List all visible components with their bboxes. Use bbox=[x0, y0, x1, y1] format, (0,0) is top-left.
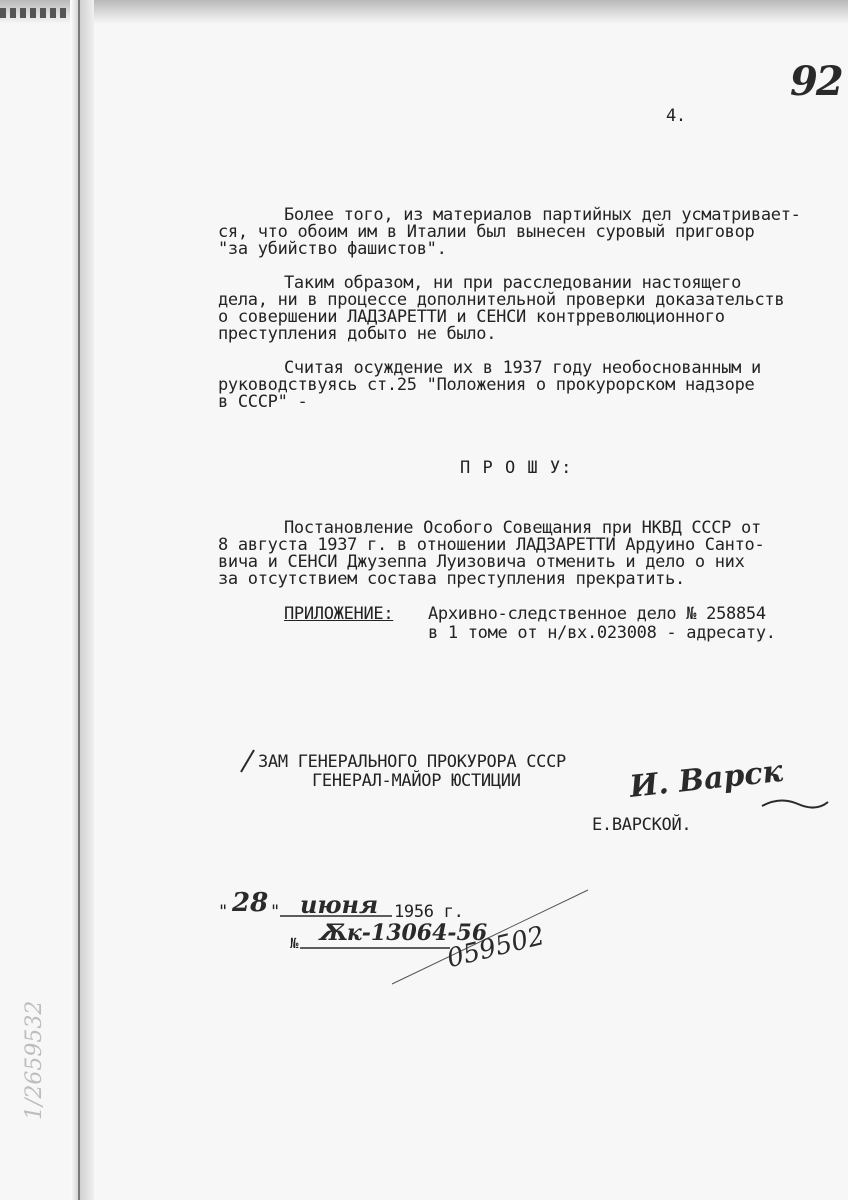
binding-spine bbox=[70, 0, 94, 1200]
date-underline bbox=[280, 914, 392, 918]
paragraph-4-line-4: за отсутствием состава преступления прекратить. bbox=[218, 569, 685, 589]
date-quote-close: " bbox=[270, 902, 280, 922]
paragraph-1-line-2: ся, что обоим им в Италии был вынесен суровый приговор bbox=[218, 222, 755, 242]
registration-symbol: № bbox=[290, 936, 299, 952]
paragraph-1-line-1: Более того, из материалов партийных дел усматривает- bbox=[284, 205, 801, 225]
attachment-line-1: Архивно-следственное дело № 258854 bbox=[428, 604, 766, 624]
request-heading: П Р О Ш У: bbox=[460, 458, 573, 478]
date-day: 28 bbox=[232, 888, 269, 918]
signature-flourish bbox=[760, 794, 830, 814]
paragraph-2-line-3: о совершении ЛАДЗАРЕТТИ и СЕНСИ контрреволюционного bbox=[218, 307, 725, 327]
slash-mark bbox=[238, 748, 258, 774]
paragraph-1-line-3: "за убийство фашистов". bbox=[218, 239, 447, 259]
signatory-title-line-1: ЗАМ ГЕНЕРАЛЬНОГО ПРОКУРОРА СССР bbox=[258, 752, 566, 772]
paragraph-3-line-2: руководствуясь ст.25 "Положения о прокурорском надзоре bbox=[218, 375, 755, 395]
paragraph-2-line-1: Таким образом, ни при расследовании настоящего bbox=[284, 273, 742, 293]
typed-page-number: 4. bbox=[666, 106, 686, 126]
stamp-number: 059502 bbox=[444, 920, 548, 975]
paragraph-2-line-4: преступления добыто не было. bbox=[218, 324, 497, 344]
date-quote-open: " bbox=[218, 902, 228, 922]
paragraph-2-line-2: дела, ни в процессе дополнительной проверки доказательств bbox=[218, 290, 785, 310]
margin-stamp: 1/2659532 bbox=[22, 1000, 47, 1120]
binding-line bbox=[78, 0, 80, 1200]
registration-number: Ѫк-13064-56 bbox=[318, 920, 488, 946]
paragraph-3-line-3: в СССР" - bbox=[218, 392, 308, 412]
date-month: июня bbox=[300, 890, 379, 919]
date-year: 1956 г. bbox=[394, 902, 464, 922]
scan-top-shadow bbox=[0, 0, 848, 24]
handwritten-page-number: 92 bbox=[790, 58, 842, 105]
paragraph-4-line-2: 8 августа 1937 г. в отношении ЛАДЗАРЕТТИ Ардуино Санто- bbox=[218, 535, 765, 555]
signatory-title-line-2: ГЕНЕРАЛ-МАЙОР ЮСТИЦИИ bbox=[312, 771, 521, 791]
paragraph-3-line-1: Считая осуждение их в 1937 году необоснованным и bbox=[284, 358, 761, 378]
handwritten-signature: И. Варск bbox=[628, 753, 785, 805]
paragraph-4-line-1: Постановление Особого Совещания при НКВД СССР от bbox=[284, 518, 761, 538]
paragraph-4-line-3: вича и СЕНСИ Джузеппа Луизовича отменить и дело о них bbox=[218, 552, 745, 572]
attachment-label: ПРИЛОЖЕНИЕ: bbox=[284, 604, 394, 624]
signatory-name: Е.ВАРСКОЙ. bbox=[592, 815, 692, 835]
attachment-line-2: в 1 томе от н/вх.023008 - адресату. bbox=[428, 623, 776, 643]
